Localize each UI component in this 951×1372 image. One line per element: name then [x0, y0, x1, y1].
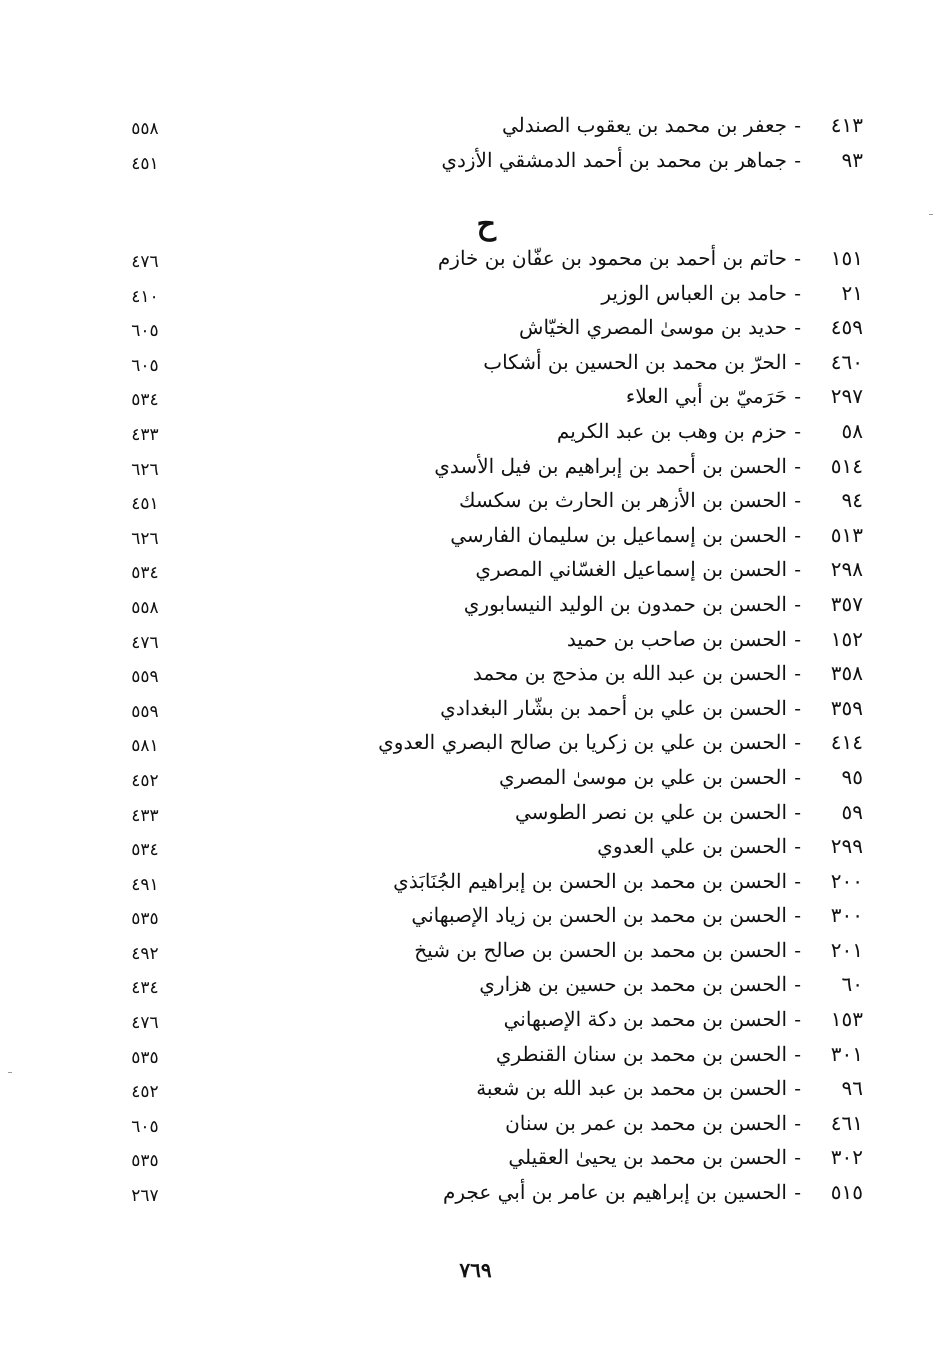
- section-heading-ha: ح: [476, 207, 496, 242]
- entry-number: ٢٩٩: [830, 834, 863, 859]
- entry-number: ٢٩٧: [830, 384, 863, 409]
- index-entry: [0, 691, 951, 726]
- margin-mark: [929, 214, 933, 215]
- entry-name: الحسن بن أحمد بن إبراهيم بن فيل الأسدي: [434, 453, 787, 478]
- entry-dash: -: [794, 799, 801, 824]
- entry-page-ref: ٤٣٤: [131, 978, 159, 999]
- entry-name: حديد بن موسىٰ المصري الخيّاش: [519, 315, 787, 340]
- index-entry: [0, 1037, 951, 1072]
- entry-dash: -: [794, 315, 801, 340]
- entry-number: ٩٦: [841, 1076, 863, 1101]
- entry-number: ٤٦١: [830, 1110, 863, 1135]
- entry-name: الحسن بن إسماعيل الغسّاني المصري: [475, 557, 787, 582]
- index-entry: [0, 552, 951, 587]
- entry-dash: -: [794, 695, 801, 720]
- entry-name: الحسن بن محمد بن سنان القنطري: [495, 1041, 787, 1066]
- entry-page-ref: ٥٨١: [131, 736, 159, 757]
- entry-dash: -: [794, 453, 801, 478]
- index-entry: [0, 379, 951, 414]
- entry-page-ref: ٤٥٢: [131, 770, 159, 791]
- entry-page-ref: ٤٣٣: [131, 805, 159, 826]
- entry-number: ٦٠: [841, 972, 863, 997]
- index-entry: [0, 143, 951, 178]
- entry-number: ٢٠١: [830, 937, 863, 962]
- entry-page-ref: ٤٩٢: [131, 943, 159, 964]
- entry-page-ref: ٥٣٤: [131, 563, 159, 584]
- index-section-jim: [0, 108, 951, 177]
- entry-name: الحسن بن الأزهر بن الحارث بن سكسك: [459, 488, 787, 513]
- entry-number: ٤٦٠: [830, 349, 863, 374]
- index-section-ha: [0, 241, 951, 1210]
- entry-dash: -: [794, 246, 801, 270]
- entry-dash: -: [794, 557, 801, 582]
- entry-page-ref: ٤٧٦: [131, 252, 159, 272]
- entry-number: ٢١: [841, 280, 863, 305]
- margin-mark: [8, 1072, 12, 1073]
- entry-number: ٤١٣: [830, 113, 863, 137]
- index-entry: [0, 310, 951, 345]
- index-entry: [0, 108, 951, 143]
- entry-page-ref: ٥٣٥: [131, 1151, 159, 1172]
- entry-page-ref: ٤٥٢: [131, 1082, 159, 1103]
- entry-number: ٥١٥: [830, 1180, 863, 1205]
- entry-page-ref: ٥٥٨: [131, 597, 159, 618]
- index-entry: [0, 622, 951, 657]
- index-entry: [0, 1002, 951, 1037]
- index-entry: [0, 483, 951, 518]
- entry-number: ٢٠٠: [830, 868, 863, 893]
- index-entry: [0, 829, 951, 864]
- entry-page-ref: ٤٧٦: [131, 632, 159, 653]
- entry-name: الحسن بن محمد بن عبد الله بن شعبة: [476, 1076, 787, 1101]
- entry-number: ٥٩: [841, 799, 863, 824]
- entry-page-ref: ٥٣٤: [131, 390, 159, 411]
- entry-page-ref: ٤٩١: [131, 874, 159, 895]
- entry-page-ref: ٦٠٥: [131, 321, 159, 342]
- entry-page-ref: ٥٣٤: [131, 840, 159, 861]
- index-entry: [0, 1175, 951, 1210]
- entry-dash: -: [794, 147, 801, 172]
- entry-name: الحسن بن محمد بن الحسن بن إبراهيم الجُنَابَذي: [393, 868, 787, 893]
- entry-page-ref: ٥٣٥: [131, 909, 159, 930]
- entry-name: الحسن بن علي بن موسىٰ المصري: [499, 764, 787, 789]
- entry-dash: -: [794, 1110, 801, 1135]
- entry-page-ref: ٦٠٥: [131, 1116, 159, 1137]
- entry-dash: -: [794, 1007, 801, 1032]
- index-entry: [0, 345, 951, 380]
- entry-name: الحسن بن إسماعيل بن سليمان الفارسي: [450, 522, 787, 547]
- entry-number: ٣٠٠: [830, 903, 863, 928]
- entry-name: الحسن بن علي بن زكريا بن صالح البصري العدوي: [378, 730, 787, 755]
- entry-dash: -: [794, 280, 801, 305]
- entry-name: الحسين بن إبراهيم بن عامر بن أبي عجرم: [443, 1180, 787, 1205]
- page-number: ٧٦٩: [459, 1258, 492, 1282]
- entry-number: ٣٥٨: [830, 661, 863, 686]
- entry-page-ref: ٥٣٥: [131, 1047, 159, 1068]
- index-entry: [0, 276, 951, 311]
- entry-name: الحسن بن علي العدوي: [597, 834, 787, 859]
- entry-number: ٥٨: [841, 418, 863, 443]
- entry-page-ref: ٤٧٦: [131, 1013, 159, 1034]
- entry-dash: -: [794, 834, 801, 859]
- entry-name: الحسن بن علي بن نصر الطوسي: [515, 799, 787, 824]
- entry-dash: -: [794, 113, 801, 137]
- entry-name: حزم بن وهب بن عبد الكريم: [556, 418, 787, 443]
- entry-dash: -: [794, 418, 801, 443]
- entry-page-ref: ٤٥١: [131, 494, 159, 515]
- entry-name: جماهر بن محمد بن أحمد الدمشقي الأزدي: [441, 147, 787, 172]
- entry-dash: -: [794, 522, 801, 547]
- entry-name: الحسن بن حمدون بن الوليد النيسابوري: [463, 591, 787, 616]
- index-entry: [0, 656, 951, 691]
- entry-number: ٤١٤: [830, 730, 863, 755]
- entry-number: ٣٥٧: [830, 591, 863, 616]
- entry-dash: -: [794, 488, 801, 513]
- index-entry: [0, 414, 951, 449]
- entry-page-ref: ٢٦٧: [131, 1186, 159, 1207]
- index-entry: [0, 864, 951, 899]
- index-entry: [0, 898, 951, 933]
- index-entry: [0, 933, 951, 968]
- entry-page-ref: ٥٥٩: [131, 667, 159, 688]
- entry-number: ١٥١: [830, 246, 863, 270]
- entry-page-ref: ٤١٠: [131, 286, 159, 307]
- entry-page-ref: ٦٢٦: [131, 459, 159, 480]
- index-entry: [0, 241, 951, 276]
- entry-number: ٣٠١: [830, 1041, 863, 1066]
- entry-number: ٥١٤: [830, 453, 863, 478]
- entry-dash: -: [794, 1180, 801, 1205]
- index-entry: [0, 1071, 951, 1106]
- entry-number: ٢٩٨: [830, 557, 863, 582]
- entry-number: ١٥٣: [830, 1007, 863, 1032]
- entry-dash: -: [794, 591, 801, 616]
- entry-page-ref: ٥٥٨: [131, 119, 159, 139]
- entry-name: حَرَميّ بن أبي العلاء: [625, 384, 787, 409]
- entry-name: الحسن بن محمد بن الحسن بن صالح بن شيخ: [414, 937, 787, 962]
- entry-page-ref: ٦٢٦: [131, 528, 159, 549]
- entry-name: الحسن بن محمد بن عمر بن سنان: [505, 1110, 787, 1135]
- entry-number: ٩٤: [841, 488, 863, 513]
- entry-dash: -: [794, 349, 801, 374]
- entry-dash: -: [794, 868, 801, 893]
- entry-dash: -: [794, 661, 801, 686]
- entry-number: ١٥٢: [830, 626, 863, 651]
- entry-name: الحسن بن محمد بن الحسن بن زياد الإصبهاني: [411, 903, 787, 928]
- index-entry: [0, 518, 951, 553]
- entry-number: ٩٥: [841, 764, 863, 789]
- entry-name: الحسن بن محمد بن يحيىٰ العقيلي: [508, 1145, 787, 1170]
- index-entry: [0, 449, 951, 484]
- entry-number: ٤٥٩: [830, 315, 863, 340]
- entry-name: الحسن بن محمد بن دكة الإصبهاني: [503, 1007, 787, 1032]
- entry-page-ref: ٤٥١: [131, 153, 159, 174]
- entry-name: جعفر بن محمد بن يعقوب الصندلي: [502, 113, 787, 137]
- entry-dash: -: [794, 384, 801, 409]
- index-entry: [0, 587, 951, 622]
- entry-name: الحسن بن صاحب بن حميد: [566, 626, 787, 651]
- entry-name: حاتم بن أحمد بن محمود بن عفّان بن خازم: [437, 246, 787, 270]
- entry-number: ٣٠٢: [830, 1145, 863, 1170]
- index-entry: [0, 1106, 951, 1141]
- entry-name: حامد بن العباس الوزير: [601, 280, 787, 305]
- entry-page-ref: ٦٠٥: [131, 355, 159, 376]
- entry-number: ٩٣: [841, 147, 863, 172]
- index-entry: [0, 725, 951, 760]
- entry-dash: -: [794, 764, 801, 789]
- entry-name: الحسن بن محمد بن حسين بن هزاري: [479, 972, 787, 997]
- entry-dash: -: [794, 1145, 801, 1170]
- entry-page-ref: ٤٣٣: [131, 424, 159, 445]
- entry-name: الحسن بن علي بن أحمد بن بشّار البغدادي: [440, 695, 787, 720]
- index-entry: [0, 967, 951, 1002]
- index-entry: [0, 795, 951, 830]
- entry-number: ٣٥٩: [830, 695, 863, 720]
- entry-dash: -: [794, 972, 801, 997]
- entry-dash: -: [794, 937, 801, 962]
- entry-name: الحسن بن عبد الله بن مذحج بن محمد: [472, 661, 787, 686]
- index-entry: [0, 760, 951, 795]
- entry-page-ref: ٥٥٩: [131, 701, 159, 722]
- index-entry: [0, 1140, 951, 1175]
- entry-dash: -: [794, 1041, 801, 1066]
- entry-name: الحرّ بن محمد بن الحسين بن أشكاب: [483, 349, 787, 374]
- entry-dash: -: [794, 903, 801, 928]
- entry-number: ٥١٣: [830, 522, 863, 547]
- entry-dash: -: [794, 626, 801, 651]
- entry-dash: -: [794, 730, 801, 755]
- entry-dash: -: [794, 1076, 801, 1101]
